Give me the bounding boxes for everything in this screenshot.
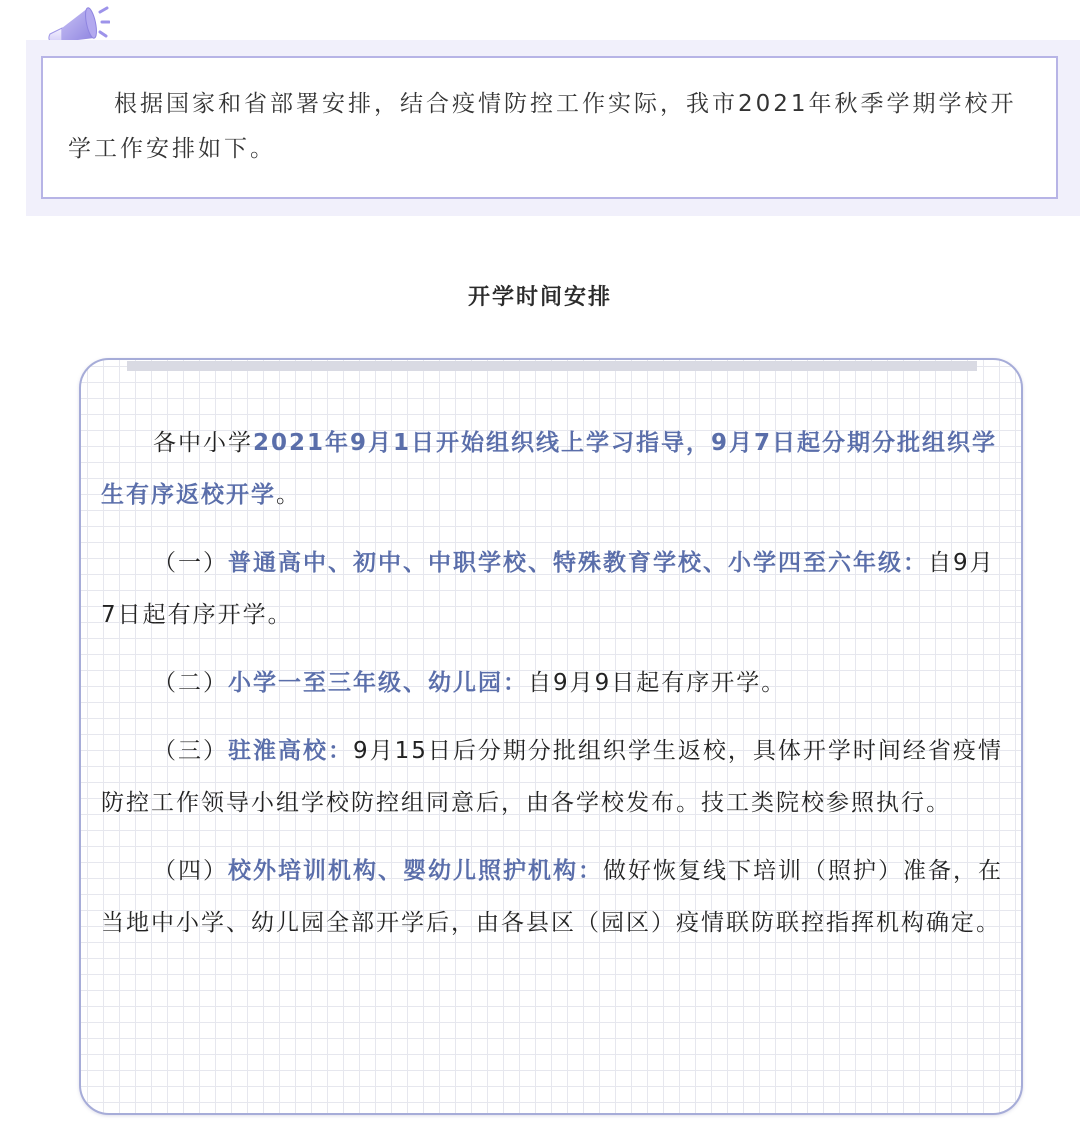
item-2-label: （二） <box>153 670 228 696</box>
overview-highlight: 2021年9月1日开始组织线上学习指导，9月7日起分期分批组织学生有序返校开学 <box>101 430 998 508</box>
card-top-bar <box>127 361 977 371</box>
item-1-highlight: 普通高中、初中、中职学校、特殊教育学校、小学四至六年级： <box>228 550 928 576</box>
schedule-paragraph-1 <box>101 537 1003 641</box>
overview-tail: 。 <box>276 482 301 508</box>
item-4-label: （四） <box>153 858 228 884</box>
item-3-text: 9月15日后分期分批组织学生返校，具体开学时间经省疫情防控工作领导小组学校防控组同意后，由各学校发布。技工类院校参照执行。 <box>101 738 1003 816</box>
intro-text: 根据国家和省部署安排，结合疫情防控工作实际，我市2021年秋季学期学校开学工作安排如下。 <box>68 91 1017 162</box>
item-1-label: （一） <box>153 550 228 576</box>
item-3-label: （三） <box>153 738 228 764</box>
item-4-text: 做好恢复线下培训（照护）准备，在当地中小学、幼儿园全部开学后，由各县区（园区）疫情联防联控指挥机构确定。 <box>101 858 1003 936</box>
item-3-highlight: 驻淮高校： <box>228 738 353 764</box>
overview-lead: 各中小学 <box>153 430 253 456</box>
schedule-paragraph-3 <box>101 725 1003 829</box>
item-2-highlight: 小学一至三年级、幼儿园： <box>228 670 528 696</box>
schedule-paragraph-overview <box>101 417 1003 521</box>
schedule-card <box>79 358 1023 1115</box>
item-1-text: 自9月7日起有序开学。 <box>101 550 995 628</box>
schedule-body <box>101 417 1003 949</box>
schedule-paragraph-4 <box>101 845 1003 949</box>
item-4-highlight: 校外培训机构、婴幼儿照护机构： <box>228 858 603 884</box>
intro-box <box>41 56 1058 199</box>
item-2-text: 自9月9日起有序开学。 <box>528 670 787 696</box>
schedule-paragraph-2 <box>101 657 1003 709</box>
section-title: 开学时间安排 <box>467 285 612 310</box>
